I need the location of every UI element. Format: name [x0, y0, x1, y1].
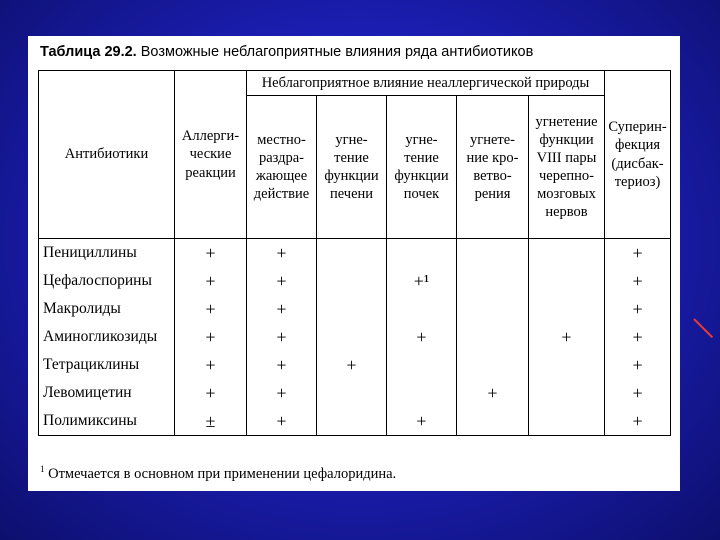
table-cell	[317, 323, 387, 351]
table-cell: +	[529, 323, 605, 351]
table-cell	[387, 239, 457, 268]
table-cell	[529, 267, 605, 295]
header-hematopoiesis: угнете- ние кро- ветво- рения	[457, 96, 529, 239]
header-liver: угне- тение функции печени	[317, 96, 387, 239]
table-cell: +	[317, 351, 387, 379]
table-cell: +	[175, 295, 247, 323]
table-cell	[529, 239, 605, 268]
table-cell: +	[175, 351, 247, 379]
antibiotic-name: Аминогликозиды	[39, 323, 175, 351]
header-cranial-nerve: угнетение функции VIII пары черепно- мозговых нервов	[529, 96, 605, 239]
document-slide	[28, 36, 680, 491]
table-cell: +	[605, 351, 671, 379]
table-cell: +	[247, 407, 317, 436]
table-row	[39, 379, 671, 407]
table-caption-label: Таблица 29.2.	[40, 44, 137, 60]
table-cell	[387, 379, 457, 407]
header-kidney: угне- тение функции почек	[387, 96, 457, 239]
header-group-nonallergic: Неблагоприятное влияние неаллергической природы	[247, 71, 605, 96]
table-cell: +	[605, 379, 671, 407]
table-cell: +	[605, 407, 671, 436]
table-cell	[457, 323, 529, 351]
table-cell	[317, 407, 387, 436]
table-cell: +	[387, 323, 457, 351]
table-row	[39, 239, 671, 268]
table-cell: +	[247, 351, 317, 379]
table-cell	[529, 407, 605, 436]
table-cell: +	[175, 267, 247, 295]
decorative-line	[693, 318, 713, 338]
table-cell	[529, 295, 605, 323]
antibiotic-name: Левомицетин	[39, 379, 175, 407]
table-cell	[457, 351, 529, 379]
table-cell: +	[247, 379, 317, 407]
table-cell: +	[605, 239, 671, 268]
header-superinfection: Суперин- фекция (дисбак- териоз)	[605, 71, 671, 239]
table-cell: +	[175, 379, 247, 407]
footnote-text: Отмечается в основном при применении цефалоридина.	[44, 465, 397, 482]
table-cell: +	[605, 323, 671, 351]
table-cell	[317, 267, 387, 295]
table-cell	[457, 267, 529, 295]
antibiotic-name: Тетрациклины	[39, 351, 175, 379]
table-cell: +	[247, 267, 317, 295]
table-cell	[317, 379, 387, 407]
table-cell: +	[457, 379, 529, 407]
header-antibiotics: Антибиотики	[39, 71, 175, 239]
table-caption	[40, 44, 533, 60]
table-cell	[387, 295, 457, 323]
table-cell	[457, 295, 529, 323]
antibiotic-name: Цефалоспорины	[39, 267, 175, 295]
table-cell	[457, 407, 529, 436]
table-cell	[529, 379, 605, 407]
footnote-mark: 1	[40, 464, 45, 474]
table-cell: +¹	[387, 267, 457, 295]
table-row	[39, 407, 671, 436]
table-cell: +	[175, 239, 247, 268]
table-row	[39, 323, 671, 351]
table-caption-text: Возможные неблагоприятные влияния ряда антибиотиков	[140, 44, 534, 60]
table-cell	[317, 239, 387, 268]
table-row	[39, 267, 671, 295]
table-row	[39, 351, 671, 379]
table-cell: +	[605, 295, 671, 323]
table-cell	[529, 351, 605, 379]
table-cell: ±	[175, 407, 247, 436]
table-row	[39, 295, 671, 323]
table-cell: +	[247, 323, 317, 351]
header-allergic: Аллерги- ческие реакции	[175, 71, 247, 239]
antibiotic-name: Макролиды	[39, 295, 175, 323]
table-cell: +	[247, 295, 317, 323]
table-cell: +	[175, 323, 247, 351]
footnote	[40, 464, 396, 483]
antibiotic-name: Полимиксины	[39, 407, 175, 436]
table-cell	[387, 351, 457, 379]
table-cell: +	[605, 267, 671, 295]
header-local-irritation: местно- раздра- жающее действие	[247, 96, 317, 239]
antibiotic-name: Пенициллины	[39, 239, 175, 268]
table-cell: +	[247, 239, 317, 268]
antibiotics-table	[38, 70, 671, 436]
table-cell	[457, 239, 529, 268]
table-cell: +	[387, 407, 457, 436]
table-cell	[317, 295, 387, 323]
table-body	[39, 239, 671, 436]
